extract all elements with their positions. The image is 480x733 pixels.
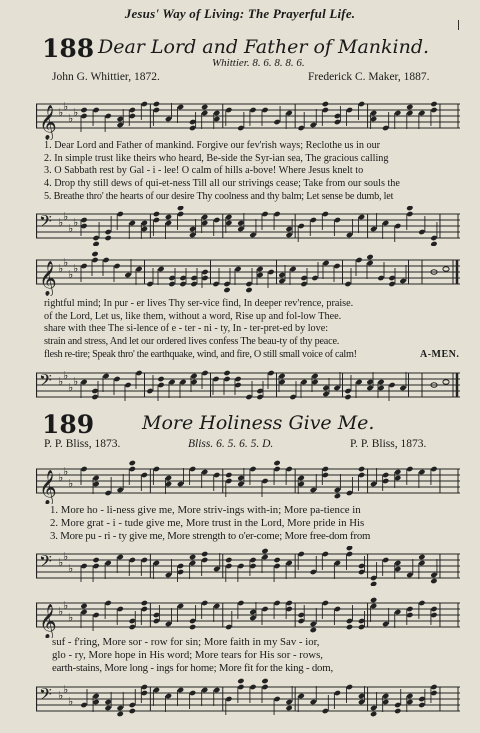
verse-block	[44, 298, 464, 361]
verse-line: rightful mind; In pur - er lives Thy ser-vice find, In deeper rev'rence, praise.	[44, 298, 354, 309]
verse-line: 3. More pu - ri - ty give me, More strength to o'er-come; More free-dom from	[50, 530, 371, 542]
hymn-meter: Bliss. 6. 5. 6. 5. D.	[188, 438, 274, 450]
svg-text:♭: ♭	[68, 268, 74, 281]
treble-clef-icon: 𝄞	[39, 604, 57, 638]
verse-line: 3. O Sabbath rest by Gal - i - lee! O calm of hills a-bove! Where Jesus knelt to	[44, 165, 364, 177]
svg-text:♭: ♭	[73, 106, 79, 119]
svg-text:♭: ♭	[63, 550, 69, 563]
svg-text:♭: ♭	[68, 112, 74, 125]
music-staff-treble	[36, 458, 460, 504]
svg-text:♭: ♭	[58, 556, 64, 569]
music-staff-bass	[36, 546, 460, 586]
svg-text:♭: ♭	[68, 477, 74, 490]
treble-clef-icon: 𝄞	[39, 470, 57, 504]
words-credit: John G. Whittier, 1872.	[52, 71, 160, 83]
verse-line: 2. In simple trust like theirs who heard, Be-side the Syr-ian sea, The gracious calling	[44, 152, 389, 164]
music-staff-bass	[36, 678, 460, 720]
svg-text:♭: ♭	[68, 695, 74, 708]
svg-text:♭: ♭	[58, 375, 64, 388]
hymn-title: Dear Lord and Father of Mankind.	[98, 36, 430, 58]
svg-text:♭: ♭	[58, 605, 64, 618]
music-staff-treble	[36, 592, 460, 638]
verse-line: 5. Breathe thro' the hearts of our desire Thy coolness and thy balm; Let sense be dumb, let	[44, 190, 394, 202]
verse-line: earth-stains, More long - ings for home; More fit for the king - dom,	[52, 662, 333, 674]
amen-label: A-MEN.	[420, 349, 460, 360]
svg-text:♭: ♭	[73, 262, 79, 275]
verse-line: suf - f'ring, More sor - row for sin; More faith in my Sav - ior,	[52, 636, 320, 648]
page-header: Jesus' Way of Living: The Prayerful Life.	[124, 6, 356, 21]
svg-text:♭: ♭	[63, 210, 69, 223]
verse-line: glo - ry, More hope in His word; More tears for His sor - rows,	[52, 649, 323, 661]
treble-clef-icon: 𝄞	[39, 261, 57, 296]
svg-text:♭: ♭	[68, 222, 74, 235]
hymn-number: 189	[42, 410, 95, 439]
verse-line: 1. More ho - li-ness give me, More striv-ings with-in; More pa-tience in	[50, 504, 361, 516]
hymn-number: 188	[42, 34, 95, 63]
verse-line: 4. Drop thy still dews of qui-et-ness Till all our strivings cease; Take from our souls the	[44, 178, 400, 190]
music-staff-bass	[36, 364, 460, 406]
bass-clef-icon: 𝄢	[39, 684, 52, 708]
music-staff-treble	[36, 248, 460, 296]
svg-text:♭: ♭	[58, 262, 64, 275]
svg-text:♭: ♭	[68, 611, 74, 624]
svg-text:♭: ♭	[63, 369, 69, 382]
svg-text:♭: ♭	[58, 216, 64, 229]
verse-block	[44, 140, 464, 203]
verse-line: share with thee The si-lence of e - ter - ni - ty, In - ter-pret-ed by love:	[44, 323, 329, 335]
svg-text:♭: ♭	[68, 562, 74, 575]
svg-text:♭: ♭	[58, 689, 64, 702]
page-corner-mark	[458, 20, 462, 30]
svg-text:♭: ♭	[63, 683, 69, 696]
music-staff-treble	[36, 92, 460, 140]
verse-line: flesh re-tire; Speak thro' the earthquake, wind, and fire, O still small voice of calm!	[44, 348, 357, 360]
svg-text:♭: ♭	[63, 465, 69, 478]
svg-text:♭: ♭	[73, 216, 79, 229]
verse-line: strain and stress, And let our ordered lives confess The beau-ty of thy peace.	[44, 336, 340, 348]
svg-text:♭: ♭	[58, 471, 64, 484]
verse-block	[52, 636, 464, 675]
bass-clef-icon: 𝄢	[39, 211, 52, 235]
music-staff-bass	[36, 206, 460, 246]
music-credit: Frederick C. Maker, 1887.	[308, 71, 430, 83]
svg-text:♭: ♭	[73, 375, 79, 388]
bass-clef-icon: 𝄢	[39, 370, 52, 394]
verse-line: of the Lord, Let us, like them, without a word, Rise up and fol-low Thee.	[44, 310, 342, 322]
svg-text:♭: ♭	[63, 599, 69, 612]
words-credit: P. P. Bliss, 1873.	[44, 438, 121, 450]
hymn-title: More Holiness Give Me.	[142, 412, 375, 434]
music-credit: P. P. Bliss, 1873.	[350, 438, 427, 450]
svg-text:♭: ♭	[63, 100, 69, 113]
treble-clef-icon: 𝄞	[39, 105, 57, 140]
svg-text:♭: ♭	[63, 256, 69, 269]
svg-text:♭: ♭	[68, 381, 74, 394]
verse-line: 2. More grat - i - tude give me, More trust in the Lord, More pride in His	[50, 517, 365, 529]
verse-line: 1. Dear Lord and Father of mankind. Forgive our fev'rish ways; Reclothe us in our	[44, 140, 381, 151]
verse-block	[50, 504, 464, 543]
svg-text:♭: ♭	[58, 106, 64, 119]
bass-clef-icon: 𝄢	[39, 551, 52, 575]
hymn-meter: Whittier. 8. 6. 8. 8. 6.	[212, 57, 305, 69]
